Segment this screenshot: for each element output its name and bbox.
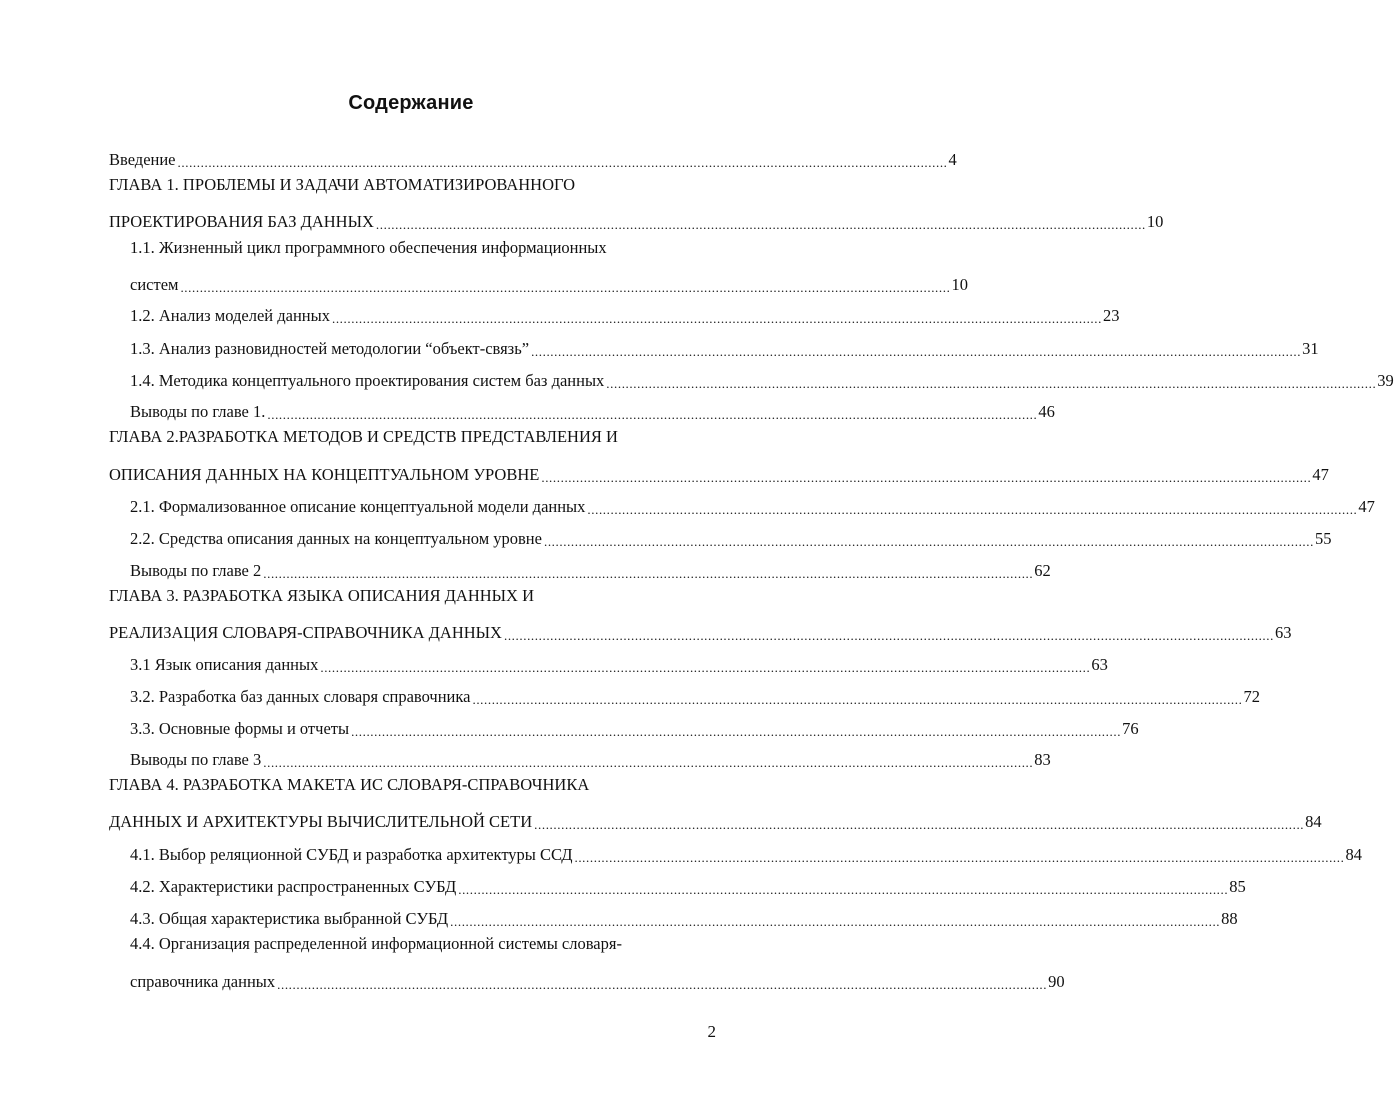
toc-leader-dots: ........................................................................................................................................................................................................ [263,566,1034,581]
toc-leader-dots: ........................................................................................................................................................................................................ [177,155,948,170]
toc-entry: Выводы по главе 1. ........................................................................................................................................................................................................ 46 [130,402,1055,422]
page-title: Содержание [348,92,474,114]
toc-entry: 3.2. Разработка баз данных словаря справочника ........................................................................................................................................................................................................ 72 [130,687,1260,707]
toc-entry-text: Введение [109,150,176,169]
toc-entry-text: РЕАЛИЗАЦИЯ СЛОВАРЯ-СПРАВОЧНИКА ДАННЫХ [109,623,502,642]
toc-leader-dots: ........................................................................................................................................................................................................ [606,376,1377,391]
toc-entry-text: 3.2. Разработка баз данных словаря справочника [130,687,471,706]
toc-leader-dots: ........................................................................................................................................................................................................ [277,977,1048,992]
toc-entry-text: 1.4. Методика концептуального проектирования систем баз данных [130,371,605,390]
toc-entry [109,175,712,201]
toc-entry: Введение ........................................................................................................................................................................................................ 4 [109,150,957,170]
toc-leader-dots: ........................................................................................................................................................................................................ [263,755,1034,770]
toc-entry-text: 3.1 Язык описания данных [130,655,319,674]
toc-leader-dots: ........................................................................................................................................................................................................ [543,534,1314,549]
toc-entry-text: 3.3. Основные формы и отчеты [130,719,350,738]
toc-entry-text: Выводы по главе 2 [130,561,262,580]
toc-leader-dots: ........................................................................................................................................................................................................ [503,628,1274,643]
toc-entry-text: справочника данных [130,972,276,991]
toc-entry: справочника данных ........................................................................................................................................................................................................ 90 [130,972,1065,992]
toc-entry-text: ОПИСАНИЯ ДАННЫХ НА КОНЦЕПТУАЛЬНОМ УРОВНЕ [109,465,540,484]
toc-leader-dots: ........................................................................................................................................................................................................ [320,660,1091,675]
toc-entry-text: 1.1. Жизненный цикл программного обеспечения информационных [130,238,607,257]
toc-entry: 4.2. Характеристики распространенных СУБД ........................................................................................................................................................................................................ 85 [130,877,1246,897]
toc-entry: ДАННЫХ И АРХИТЕКТУРЫ ВЫЧИСЛИТЕЛЬНОЙ СЕТИ ........................................................................................................................................................................................................ 84 [109,812,1322,832]
toc-leader-dots: ........................................................................................................................................................................................................ [351,724,1122,739]
toc-leader-dots: ........................................................................................................................................................................................................ [375,217,1146,232]
toc-entry: 1.4. Методика концептуального проектирования систем баз данных ........................................................................................................................................................................................................ 39 [130,371,1394,391]
toc-entry-text: 2.2. Средства описания данных на концептуальном уровне [130,529,542,548]
toc-entry-text: 4.3. Общая характеристика выбранной СУБД [130,909,449,928]
toc-entry: 3.1 Язык описания данных ........................................................................................................................................................................................................ 63 [130,655,1108,675]
toc-leader-dots: ........................................................................................................................................................................................................ [180,280,951,295]
toc-entry-text: 1.3. Анализ разновидностей методологии “объект-связь” [130,339,530,358]
toc-entry: 1.3. Анализ разновидностей методологии “объект-связь” ........................................................................................................................................................................................................ 31 [130,339,1319,359]
toc-entry-text: 4.1. Выбор реляционной СУБД и разработка архитектуры ССД [130,845,573,864]
toc-entry: 3.3. Основные формы и отчеты ........................................................................................................................................................................................................ 76 [130,719,1139,739]
toc-leader-dots: ........................................................................................................................................................................................................ [531,344,1302,359]
toc-entry [109,586,712,612]
toc-leader-dots: ........................................................................................................................................................................................................ [472,692,1243,707]
toc-entry: РЕАЛИЗАЦИЯ СЛОВАРЯ-СПРАВОЧНИКА ДАННЫХ ........................................................................................................................................................................................................ 63 [109,623,1292,643]
toc-entry: ОПИСАНИЯ ДАННЫХ НА КОНЦЕПТУАЛЬНОМ УРОВНЕ ........................................................................................................................................................................................................ 47 [109,465,1329,485]
toc-entry-text: ГЛАВА 4. РАЗРАБОТКА МАКЕТА ИС СЛОВАРЯ-СПРАВОЧНИКА [109,775,590,794]
toc-entry: 2.1. Формализованное описание концептуальной модели данных ........................................................................................................................................................................................................ 47 [130,497,1375,517]
toc-entry [109,775,712,801]
toc-leader-dots: ........................................................................................................................................................................................................ [534,817,1305,832]
toc-leader-dots: ........................................................................................................................................................................................................ [574,850,1345,865]
toc-entry-text: 1.2. Анализ моделей данных [130,306,330,325]
toc-leader-dots: ........................................................................................................................................................................................................ [587,502,1358,517]
toc-entry: 1.2. Анализ моделей данных ........................................................................................................................................................................................................ 23 [130,306,1120,326]
toc-entry-text: ГЛАВА 3. РАЗРАБОТКА ЯЗЫКА ОПИСАНИЯ ДАННЫХ И [109,586,534,605]
page-number: 2 [707,1022,716,1041]
toc-entry-text: систем [130,275,179,294]
toc-entry: Выводы по главе 2 ........................................................................................................................................................................................................ 62 [130,561,1051,581]
toc-entry [130,238,712,264]
toc-entry: 2.2. Средства описания данных на концептуальном уровне ........................................................................................................................................................................................................ 55 [130,529,1332,549]
toc-leader-dots: ........................................................................................................................................................................................................ [458,882,1229,897]
toc-entry-text: 4.4. Организация распределенной информационной системы словаря- [130,934,622,953]
toc-leader-dots: ........................................................................................................................................................................................................ [450,914,1221,929]
toc-entry [109,427,712,453]
toc-entry-text: 4.2. Характеристики распространенных СУБД [130,877,457,896]
toc-leader-dots: ........................................................................................................................................................................................................ [331,311,1102,326]
toc-leader-dots: ........................................................................................................................................................................................................ [541,470,1312,485]
toc-entry-text: Выводы по главе 3 [130,750,262,769]
toc-entry: 4.3. Общая характеристика выбранной СУБД ........................................................................................................................................................................................................ 88 [130,909,1238,929]
toc-entry-text: ГЛАВА 2.РАЗРАБОТКА МЕТОДОВ И СРЕДСТВ ПРЕДСТАВЛЕНИЯ И [109,427,618,446]
toc-entry-text: Выводы по главе 1. [130,402,266,421]
toc-entry: систем ........................................................................................................................................................................................................ 10 [130,275,968,295]
toc-entry-text: ДАННЫХ И АРХИТЕКТУРЫ ВЫЧИСЛИТЕЛЬНОЙ СЕТИ [109,812,533,831]
toc-entry: Выводы по главе 3 ........................................................................................................................................................................................................ 83 [130,750,1051,770]
toc-entry: 4.1. Выбор реляционной СУБД и разработка архитектуры ССД ........................................................................................................................................................................................................ 84 [130,845,1362,865]
toc-leader-dots: ........................................................................................................................................................................................................ [267,407,1038,422]
toc-entry-text: 2.1. Формализованное описание концептуальной модели данных [130,497,586,516]
toc-entry-text: ГЛАВА 1. ПРОБЛЕМЫ И ЗАДАЧИ АВТОМАТИЗИРОВАННОГО [109,175,576,194]
toc-entry [130,934,712,960]
toc-entry-text: ПРОЕКТИРОВАНИЯ БАЗ ДАННЫХ [109,212,374,231]
toc-entry: ПРОЕКТИРОВАНИЯ БАЗ ДАННЫХ ........................................................................................................................................................................................................ 10 [109,212,1164,232]
